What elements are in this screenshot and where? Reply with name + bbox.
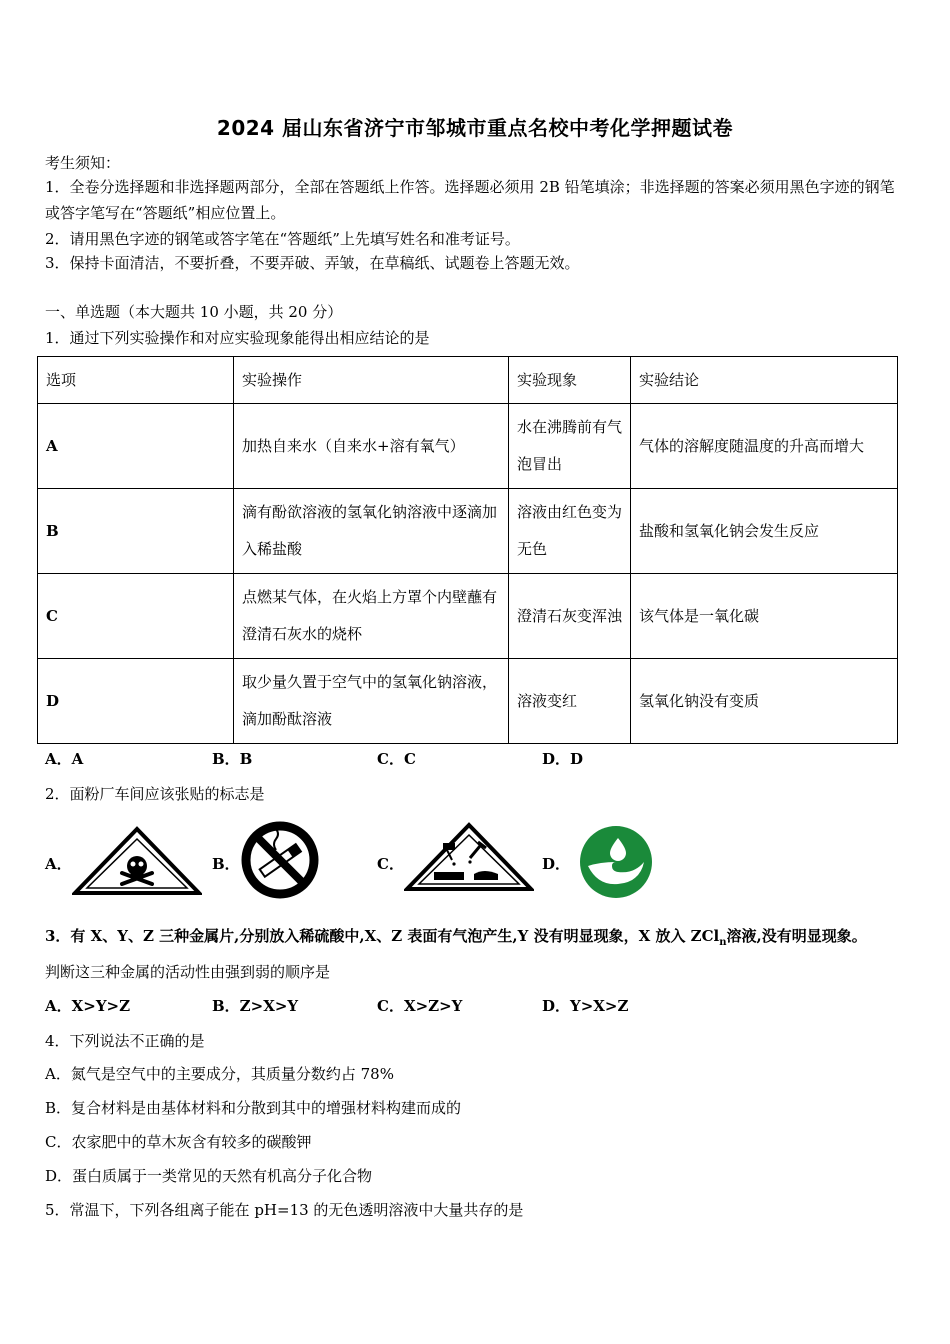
- table-cell: 盐酸和氢氧化钠会发生反应: [631, 489, 898, 574]
- table-cell: 该气体是一氧化碳: [631, 574, 898, 659]
- q3-stem-line1: 3．有 X、Y、Z 三种金属片,分别放入稀硫酸中,X、Z 表面有气泡产生,Y 没有明显现象，X 放入 ZCl$_n$溶液,没有明显现象。: [45, 927, 867, 948]
- q1-stem: 1．通过下列实验操作和对应实验现象能得出相应结论的是: [45, 329, 430, 347]
- q2-label-a: A．: [45, 855, 72, 873]
- table-cell: 溶液由红色变为无色: [509, 489, 631, 574]
- table-cell: D: [38, 659, 234, 744]
- q3-choice-b: B．Z>X>Y: [212, 997, 299, 1015]
- q1-choice-a: A．A: [45, 750, 84, 768]
- notice-item-1: 1．全卷分选择题和非选择题两部分，全部在答题纸上作答。选择题必须用 2B 铅笔填涂；非选择题的答案必须用黑色字迹的钢笔或答字笔写在“答题纸”相应位置上。: [45, 178, 895, 222]
- table-row: [38, 659, 898, 744]
- q5-stem: 5．常温下，下列各组离子能在 pH=13 的无色透明溶液中大量共存的是: [45, 1201, 524, 1219]
- q4-choice-b: B．复合材料是由基体材料和分散到其中的增强材料构建而成的: [45, 1099, 462, 1117]
- table-cell: 澄清石灰变浑浊: [509, 574, 631, 659]
- table-cell: C: [38, 574, 234, 659]
- q4-stem: 4．下列说法不正确的是: [45, 1032, 205, 1050]
- table-cell: 氢氧化钠没有变质: [631, 659, 898, 744]
- notice-item-3: 3．保持卡面清洁，不要折叠，不要弄破、弄皱，在草稿纸、试题卷上答题无效。: [45, 254, 580, 272]
- q2-label-d: D．: [542, 855, 571, 873]
- table-header-row: [38, 357, 898, 404]
- table-cell: 水在沸腾前有气泡冒出: [509, 404, 631, 489]
- table-cell: 加热自来水（自来水+溶有氧气）: [234, 404, 509, 489]
- table-cell: 溶液变红: [509, 659, 631, 744]
- table-header-cell: 实验现象: [509, 357, 631, 404]
- table-cell: 取少量久置于空气中的氢氧化钠溶液，滴加酚酞溶液: [234, 659, 509, 744]
- q2-stem: 2．面粉厂车间应该张贴的标志是: [45, 785, 265, 803]
- table-header-cell: 实验结论: [631, 357, 898, 404]
- table-cell: 点燃某气体，在火焰上方罩个内壁蘸有澄清石灰水的烧杯: [234, 574, 509, 659]
- q4-choice-c: C．农家肥中的草木灰含有较多的碳酸钾: [45, 1133, 312, 1151]
- table-row: [38, 489, 898, 574]
- no-smoking-icon: [240, 820, 320, 904]
- table-row: [38, 404, 898, 489]
- q1-choice-b: B．B: [212, 750, 253, 768]
- notice-item-2: 2．请用黑色字迹的钢笔或答字笔在“答题纸”上先填写姓名和准考证号。: [45, 230, 520, 248]
- table-row: [38, 574, 898, 659]
- corrosive-warning-icon: [404, 822, 534, 896]
- page-title: 2024 届山东省济宁市邹城市重点名校中考化学押题试卷: [216, 116, 734, 140]
- q1-table: [37, 356, 898, 744]
- water-saving-icon: [578, 824, 654, 904]
- table-cell: 滴有酚欲溶液的氢氧化钠溶液中逐滴加入稀盐酸: [234, 489, 509, 574]
- section-heading: 一、单选题（本大题共 10 小题，共 20 分）: [45, 303, 343, 321]
- q1-choice-d: D．D: [542, 750, 584, 768]
- notice-heading: 考生须知：: [45, 154, 121, 172]
- table-header-cell: 选项: [38, 357, 234, 404]
- table-header-cell: 实验操作: [234, 357, 509, 404]
- q3-choice-c: C．X>Z>Y: [377, 997, 463, 1015]
- table-cell: 气体的溶解度随温度的升高而增大: [631, 404, 898, 489]
- q3-stem-line2: 判断这三种金属的活动性由强到弱的顺序是: [45, 963, 331, 981]
- q4-choice-d: D．蛋白质属于一类常见的天然有机高分子化合物: [45, 1167, 373, 1185]
- q1-choice-c: C．C: [377, 750, 416, 768]
- table-cell: A: [38, 404, 234, 489]
- q3-choice-d: D．Y>X>Z: [542, 997, 629, 1015]
- q2-label-c: C．: [377, 855, 404, 873]
- q2-label-b: B．: [212, 855, 240, 873]
- toxic-warning-icon: [72, 826, 202, 900]
- table-cell: B: [38, 489, 234, 574]
- q4-choice-a: A．氮气是空气中的主要成分，其质量分数约占 78%: [45, 1065, 394, 1083]
- q3-choice-a: A．X>Y>Z: [45, 997, 131, 1015]
